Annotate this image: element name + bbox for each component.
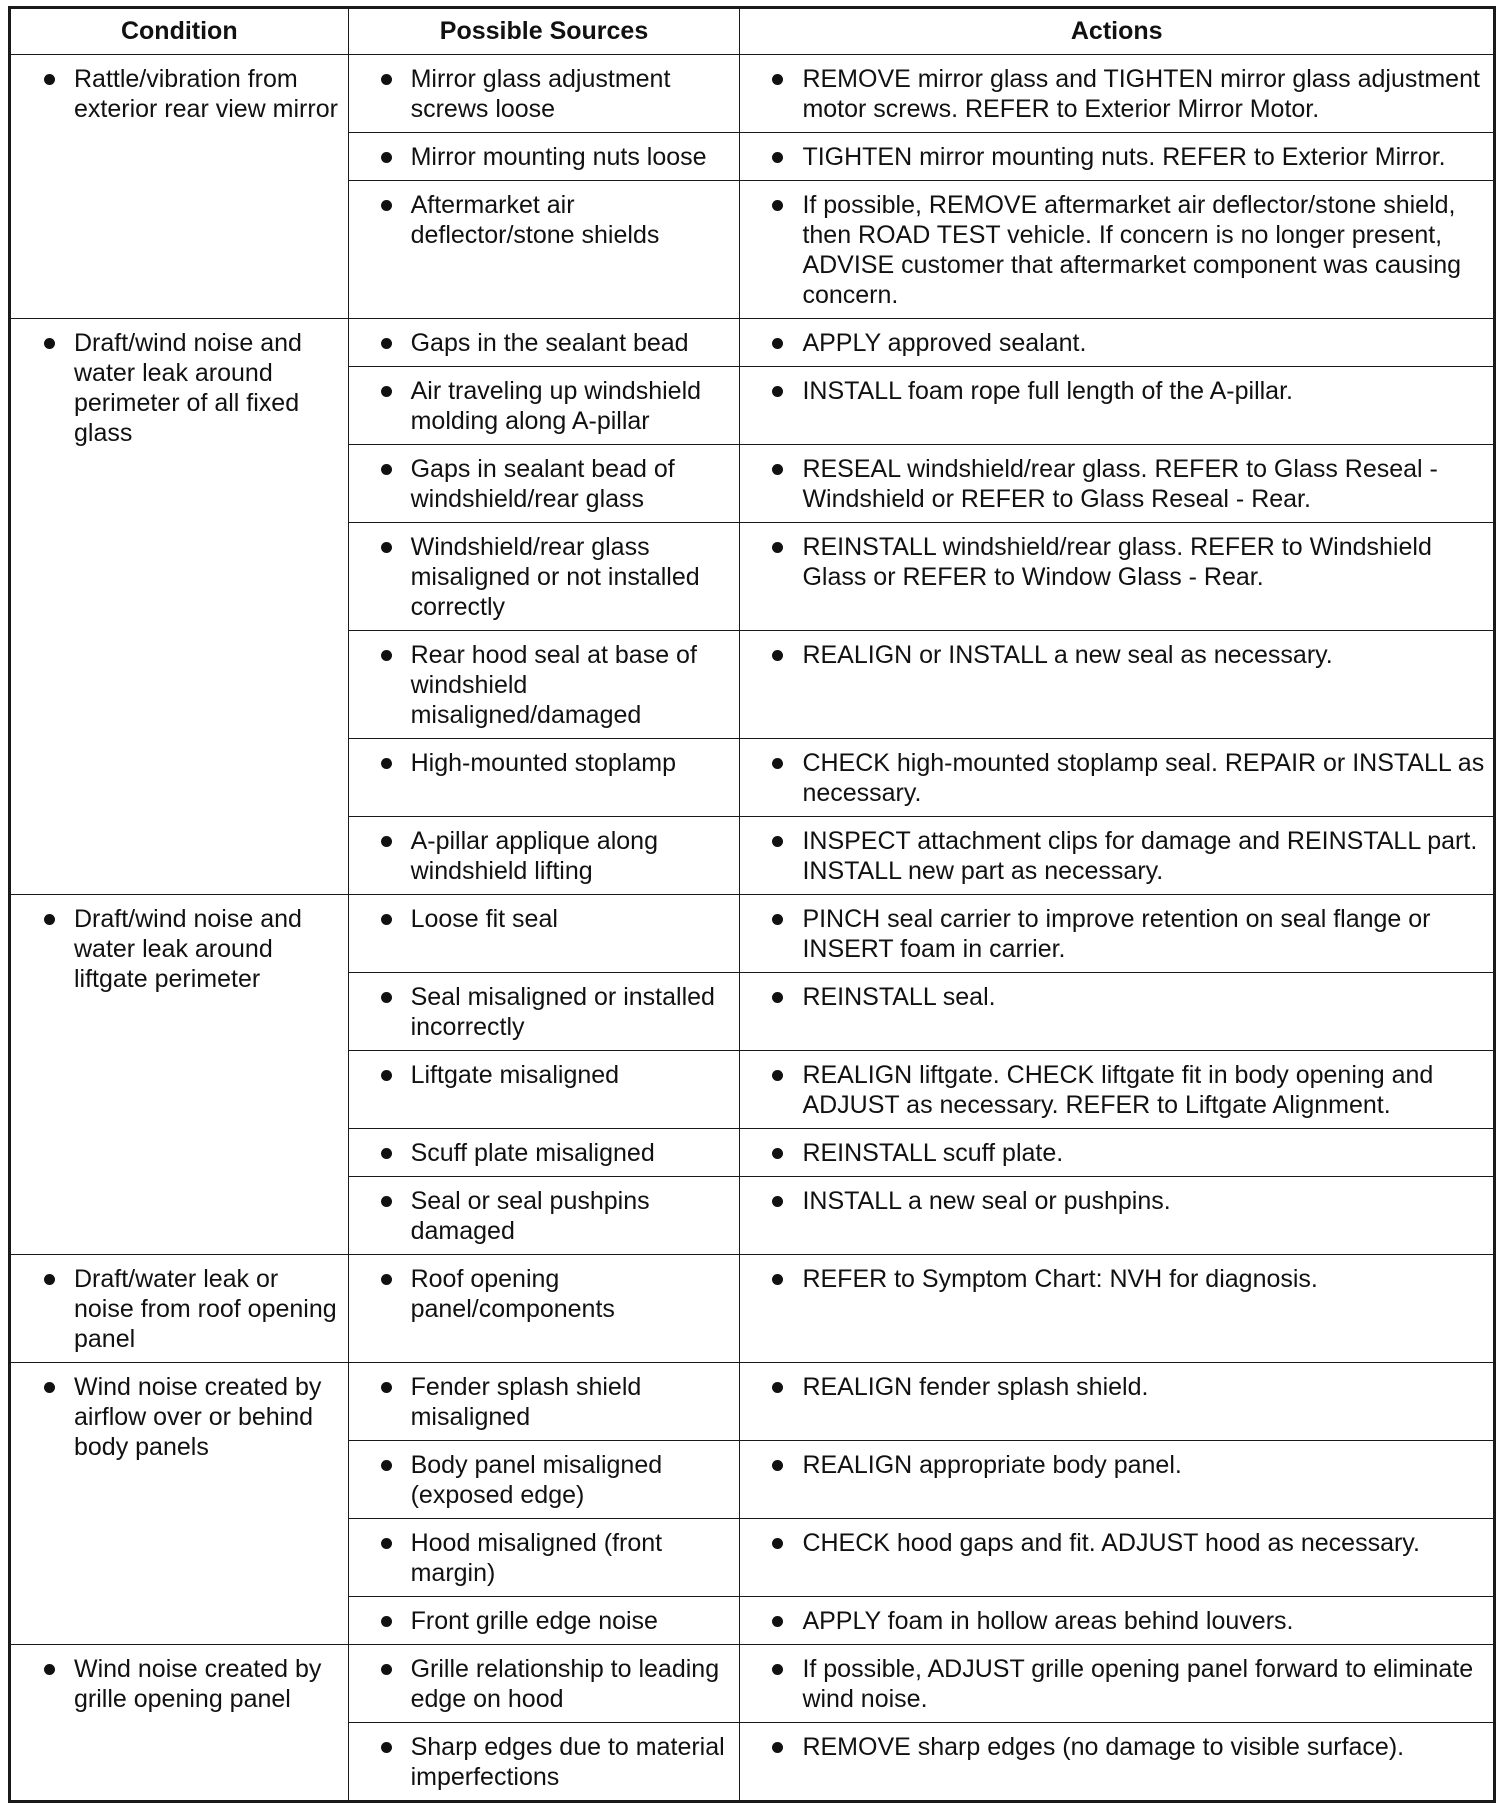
source-cell — [348, 133, 740, 181]
table-body — [10, 55, 1495, 1802]
bullet-item — [746, 532, 1487, 592]
bullet-icon — [44, 1382, 55, 1393]
action-cell — [740, 1723, 1495, 1802]
bullet-icon — [772, 1616, 783, 1627]
bullet-item — [746, 328, 1487, 358]
bullet-item — [355, 1060, 734, 1090]
source-cell-text: Body panel misaligned (exposed edge) — [410, 1451, 663, 1509]
source-cell-text: Seal or seal pushpins damaged — [410, 1187, 650, 1245]
condition-cell — [10, 1255, 349, 1363]
bullet-item — [355, 1186, 734, 1246]
bullet-item — [746, 1186, 1487, 1216]
action-cell-text: REALIGN appropriate body panel. — [802, 1451, 1182, 1479]
bullet-item — [746, 1606, 1487, 1636]
bullet-item — [17, 1264, 342, 1354]
action-cell — [740, 1645, 1495, 1723]
source-cell-text: Hood misaligned (front margin) — [410, 1529, 663, 1587]
bullet-icon — [772, 464, 783, 475]
bullet-icon — [381, 836, 392, 847]
table-row — [10, 55, 1495, 133]
bullet-icon — [381, 1148, 392, 1159]
bullet-item — [17, 1654, 342, 1714]
bullet-icon — [44, 914, 55, 925]
action-cell — [740, 319, 1495, 367]
condition-cell-text: Draft/wind noise and water leak around liftgate perimeter — [74, 905, 302, 993]
action-cell — [740, 523, 1495, 631]
action-cell-text: If possible, REMOVE aftermarket air deflector/stone shield, then ROAD TEST vehicle. If concern is no longer present, ADVISE customer that aftermarket component was causing concern. — [802, 191, 1462, 309]
bullet-item — [746, 142, 1487, 172]
bullet-icon — [381, 338, 392, 349]
bullet-icon — [44, 1274, 55, 1285]
header-row — [10, 8, 1495, 55]
action-cell-text: REALIGN liftgate. CHECK liftgate fit in body opening and ADJUST as necessary. REFER to Liftgate Alignment. — [802, 1061, 1434, 1119]
source-cell-text: Air traveling up windshield molding along A-pillar — [410, 377, 702, 435]
source-cell — [348, 319, 740, 367]
bullet-item — [355, 826, 734, 886]
bullet-icon — [381, 542, 392, 553]
source-cell-text: Liftgate misaligned — [410, 1061, 620, 1089]
bullet-item — [746, 1264, 1487, 1294]
source-cell — [348, 631, 740, 739]
header-actions: Actions — [740, 8, 1495, 55]
bullet-item — [746, 640, 1487, 670]
action-cell — [740, 133, 1495, 181]
source-cell — [348, 973, 740, 1051]
bullet-item — [355, 376, 734, 436]
bullet-item — [746, 454, 1487, 514]
action-cell-text: INSTALL a new seal or pushpins. — [802, 1187, 1171, 1215]
source-cell-text: Seal misaligned or installed incorrectly — [410, 983, 715, 1041]
action-cell — [740, 1129, 1495, 1177]
action-cell — [740, 1519, 1495, 1597]
action-cell — [740, 1177, 1495, 1255]
condition-cell — [10, 895, 349, 1255]
source-cell — [348, 1597, 740, 1645]
bullet-item — [746, 1732, 1487, 1762]
source-cell — [348, 367, 740, 445]
bullet-icon — [772, 152, 783, 163]
source-cell — [348, 1645, 740, 1723]
bullet-item — [355, 190, 734, 250]
bullet-item — [355, 532, 734, 622]
source-cell — [348, 1441, 740, 1519]
action-cell — [740, 817, 1495, 895]
bullet-item — [355, 328, 734, 358]
source-cell — [348, 1723, 740, 1802]
condition-cell-text: Draft/wind noise and water leak around perimeter of all fixed glass — [74, 329, 302, 447]
source-cell-text: Windshield/rear glass misaligned or not installed correctly — [410, 533, 700, 621]
action-cell — [740, 631, 1495, 739]
source-cell — [348, 739, 740, 817]
bullet-icon — [772, 1382, 783, 1393]
source-cell — [348, 445, 740, 523]
source-cell-text: Roof opening panel/components — [410, 1265, 615, 1323]
diagnosis-table — [8, 6, 1496, 1803]
action-cell-text: APPLY foam in hollow areas behind louvers. — [802, 1607, 1294, 1635]
bullet-item — [746, 1528, 1487, 1558]
bullet-item — [746, 376, 1487, 406]
source-cell — [348, 55, 740, 133]
table-row — [10, 1645, 1495, 1723]
bullet-icon — [772, 338, 783, 349]
action-cell — [740, 1597, 1495, 1645]
source-cell — [348, 1129, 740, 1177]
condition-cell — [10, 319, 349, 895]
bullet-icon — [381, 914, 392, 925]
condition-cell — [10, 1363, 349, 1645]
condition-cell — [10, 55, 349, 319]
source-cell-text: Rear hood seal at base of windshield misaligned/damaged — [410, 641, 697, 729]
bullet-icon — [381, 1382, 392, 1393]
bullet-icon — [381, 1664, 392, 1675]
bullet-icon — [381, 650, 392, 661]
bullet-icon — [381, 200, 392, 211]
bullet-icon — [381, 1274, 392, 1285]
bullet-item — [746, 190, 1487, 310]
source-cell — [348, 895, 740, 973]
source-cell — [348, 1519, 740, 1597]
bullet-icon — [381, 152, 392, 163]
action-cell-text: REALIGN fender splash shield. — [802, 1373, 1149, 1401]
bullet-item — [355, 1450, 734, 1510]
condition-cell-text: Wind noise created by grille opening panel — [74, 1655, 322, 1713]
source-cell-text: Scuff plate misaligned — [410, 1139, 655, 1167]
bullet-item — [746, 748, 1487, 808]
condition-cell — [10, 1645, 349, 1802]
bullet-icon — [381, 758, 392, 769]
bullet-icon — [381, 1742, 392, 1753]
bullet-item — [355, 1372, 734, 1432]
table-header — [10, 8, 1495, 55]
bullet-item — [746, 1654, 1487, 1714]
bullet-icon — [381, 386, 392, 397]
condition-cell-text: Draft/water leak or noise from roof opening panel — [74, 1265, 337, 1353]
source-cell-text: Gaps in sealant bead of windshield/rear glass — [410, 455, 675, 513]
action-cell-text: RESEAL windshield/rear glass. REFER to Glass Reseal - Windshield or REFER to Glass Reseal - Rear. — [802, 455, 1438, 513]
bullet-icon — [44, 338, 55, 349]
source-cell — [348, 1177, 740, 1255]
action-cell-text: REINSTALL scuff plate. — [802, 1139, 1064, 1167]
bullet-item — [746, 904, 1487, 964]
bullet-item — [746, 1138, 1487, 1168]
bullet-icon — [772, 1460, 783, 1471]
action-cell-text: INSTALL foam rope full length of the A-pillar. — [802, 377, 1293, 405]
header-possible-sources: Possible Sources — [348, 8, 740, 55]
source-cell — [348, 181, 740, 319]
bullet-icon — [44, 74, 55, 85]
action-cell-text: CHECK hood gaps and fit. ADJUST hood as necessary. — [802, 1529, 1420, 1557]
bullet-item — [17, 904, 342, 994]
action-cell — [740, 367, 1495, 445]
bullet-icon — [772, 386, 783, 397]
action-cell-text: REMOVE mirror glass and TIGHTEN mirror glass adjustment motor screws. REFER to Exterior Mirror Motor. — [802, 65, 1480, 123]
bullet-icon — [381, 1616, 392, 1627]
bullet-item — [17, 1372, 342, 1462]
bullet-icon — [381, 1538, 392, 1549]
source-cell-text: Aftermarket air deflector/stone shields — [410, 191, 660, 249]
bullet-icon — [381, 1460, 392, 1471]
bullet-item — [355, 1654, 734, 1714]
action-cell-text: If possible, ADJUST grille opening panel forward to eliminate wind noise. — [802, 1655, 1474, 1713]
bullet-item — [355, 904, 734, 934]
condition-cell-text: Rattle/vibration from exterior rear view mirror — [74, 65, 338, 123]
bullet-item — [355, 1264, 734, 1324]
bullet-item — [355, 748, 734, 778]
action-cell — [740, 973, 1495, 1051]
action-cell-text: APPLY approved sealant. — [802, 329, 1087, 357]
bullet-icon — [772, 1148, 783, 1159]
bullet-item — [746, 826, 1487, 886]
action-cell-text: PINCH seal carrier to improve retention on seal flange or INSERT foam in carrier. — [802, 905, 1431, 963]
bullet-item — [746, 1372, 1487, 1402]
header-condition: Condition — [10, 8, 349, 55]
bullet-item — [355, 1732, 734, 1792]
bullet-icon — [44, 1664, 55, 1675]
bullet-icon — [772, 914, 783, 925]
bullet-icon — [772, 200, 783, 211]
table-row — [10, 319, 1495, 367]
table-row — [10, 1255, 1495, 1363]
bullet-icon — [772, 1274, 783, 1285]
source-cell — [348, 1255, 740, 1363]
bullet-item — [355, 1606, 734, 1636]
bullet-icon — [772, 1196, 783, 1207]
bullet-icon — [381, 464, 392, 475]
bullet-item — [355, 640, 734, 730]
bullet-item — [17, 328, 342, 448]
action-cell — [740, 55, 1495, 133]
bullet-icon — [381, 74, 392, 85]
bullet-item — [17, 64, 342, 124]
source-cell-text: Loose fit seal — [410, 905, 558, 933]
source-cell-text: Mirror glass adjustment screws loose — [410, 65, 671, 123]
source-cell — [348, 1051, 740, 1129]
bullet-icon — [772, 992, 783, 1003]
action-cell — [740, 739, 1495, 817]
table-row — [10, 895, 1495, 973]
bullet-item — [355, 982, 734, 1042]
bullet-icon — [772, 1664, 783, 1675]
bullet-item — [355, 454, 734, 514]
bullet-icon — [772, 1538, 783, 1549]
bullet-item — [746, 64, 1487, 124]
bullet-item — [746, 1450, 1487, 1480]
condition-cell-text: Wind noise created by airflow over or behind body panels — [74, 1373, 322, 1461]
source-cell-text: Sharp edges due to material imperfections — [410, 1733, 725, 1791]
source-cell-text: Mirror mounting nuts loose — [410, 143, 707, 171]
bullet-icon — [772, 1742, 783, 1753]
action-cell — [740, 895, 1495, 973]
bullet-icon — [772, 650, 783, 661]
bullet-item — [355, 1138, 734, 1168]
source-cell — [348, 523, 740, 631]
source-cell — [348, 817, 740, 895]
action-cell — [740, 181, 1495, 319]
source-cell-text: High-mounted stoplamp — [410, 749, 677, 777]
bullet-icon — [772, 836, 783, 847]
bullet-icon — [772, 74, 783, 85]
action-cell-text: REALIGN or INSTALL a new seal as necessary. — [802, 641, 1333, 669]
source-cell-text: Fender splash shield misaligned — [410, 1373, 642, 1431]
bullet-icon — [772, 758, 783, 769]
action-cell-text: REMOVE sharp edges (no damage to visible surface). — [802, 1733, 1405, 1761]
action-cell — [740, 1363, 1495, 1441]
bullet-item — [746, 982, 1487, 1012]
table-row — [10, 1363, 1495, 1441]
source-cell-text: Gaps in the sealant bead — [410, 329, 689, 357]
bullet-item — [355, 64, 734, 124]
source-cell-text: Front grille edge noise — [410, 1607, 658, 1635]
action-cell — [740, 1255, 1495, 1363]
action-cell-text: INSPECT attachment clips for damage and REINSTALL part. INSTALL new part as necessary. — [802, 827, 1478, 885]
bullet-item — [746, 1060, 1487, 1120]
action-cell-text: REINSTALL windshield/rear glass. REFER to Windshield Glass or REFER to Window Glass - Rear. — [802, 533, 1432, 591]
action-cell-text: CHECK high-mounted stoplamp seal. REPAIR or INSTALL as necessary. — [802, 749, 1485, 807]
bullet-icon — [381, 1070, 392, 1081]
action-cell — [740, 445, 1495, 523]
bullet-icon — [772, 542, 783, 553]
action-cell-text: TIGHTEN mirror mounting nuts. REFER to Exterior Mirror. — [802, 143, 1446, 171]
bullet-icon — [381, 992, 392, 1003]
source-cell-text: A-pillar applique along windshield lifting — [410, 827, 658, 885]
action-cell — [740, 1441, 1495, 1519]
action-cell-text: REFER to Symptom Chart: NVH for diagnosis. — [802, 1265, 1318, 1293]
bullet-item — [355, 1528, 734, 1588]
action-cell — [740, 1051, 1495, 1129]
bullet-icon — [772, 1070, 783, 1081]
source-cell — [348, 1363, 740, 1441]
action-cell-text: REINSTALL seal. — [802, 983, 996, 1011]
source-cell-text: Grille relationship to leading edge on hood — [410, 1655, 720, 1713]
bullet-item — [355, 142, 734, 172]
bullet-icon — [381, 1196, 392, 1207]
